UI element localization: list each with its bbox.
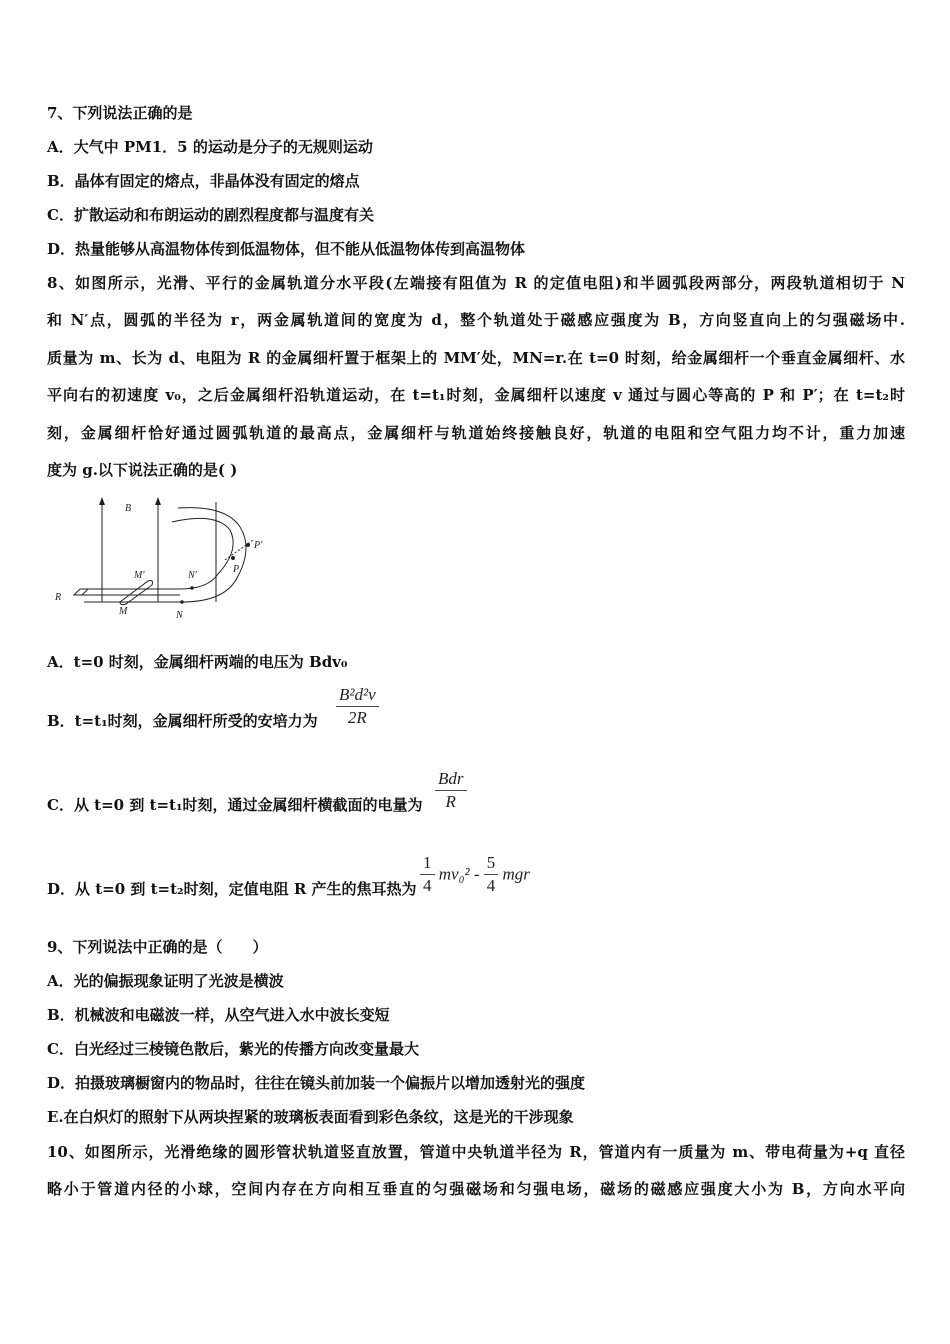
q8-stem-line-6: 度为 g.以下说法正确的是( ) — [47, 461, 238, 479]
q9-option-a: A．光的偏振现象证明了光波是横波 — [47, 972, 284, 990]
resistor-symbol — [74, 589, 88, 595]
label-r: R — [55, 592, 62, 603]
q8-stem-line-1: 8、如图所示，光滑、平行的金属轨道分水平段(左端接有阻值为 R 的定值电阻)和半圆弧段两部分，两段轨道相切于 N — [47, 274, 905, 292]
q10-stem-line-1: 10、如图所示，光滑绝缘的圆形管状轨道竖直放置，管道中央轨道半径为 R，管道内有一质量为 m、带电荷量为+q 直径 — [47, 1143, 905, 1161]
label-b: B — [125, 503, 132, 514]
label-p: P — [233, 564, 240, 575]
label-m-prime: M′ — [134, 570, 145, 581]
q8-option-d-formula — [420, 852, 530, 897]
q8-d-frac1-denominator: 4 — [423, 876, 432, 895]
q9-option-e: E.在白炽灯的照射下从两块捏紧的玻璃板表面看到彩色条纹，这是光的干涉现象 — [47, 1108, 574, 1126]
q7-option-c: C．扩散运动和布朗运动的剧烈程度都与温度有关 — [47, 206, 374, 224]
label-p-prime: P′ — [254, 540, 263, 551]
q8-stem-line-4: 平向右的初速度 v₀，之后金属细杆沿轨道运动，在 t=t₁时刻，金属细杆以速度 v 通过与圆心等高的 P 和 P′；在 t=t₂时 — [47, 386, 905, 404]
q8-d-term2: mgr — [502, 864, 530, 884]
q8-d-frac1-numerator: 1 — [420, 852, 435, 875]
arc-back — [172, 518, 233, 589]
arc-front — [178, 508, 246, 602]
q7-option-d: D．热量能够从高温物体传到低温物体，但不能从低温物体传到高温物体 — [47, 240, 526, 258]
q8-b-numerator: B²d²v — [336, 684, 379, 707]
q8-option-d: D．从 t=0 到 t=t₂时刻，定值电阻 R 产生的焦耳热为 — [47, 880, 417, 898]
q9-option-b: B．机械波和电磁波一样，从空气进入水中波长变短 — [47, 1006, 390, 1024]
q7-option-b: B．晶体有固定的熔点，非晶体没有固定的熔点 — [47, 172, 360, 190]
q8-d-term1: mv₀² — [438, 864, 470, 884]
q7-stem: 7、下列说法正确的是 — [47, 104, 193, 122]
q8-b-denominator: 2R — [347, 708, 367, 727]
label-n-prime: N′ — [188, 570, 197, 581]
q8-option-c: C．从 t=0 到 t=t₁时刻，通过金属细杆横截面的电量为 — [47, 796, 423, 814]
q8-d-minus: - — [473, 864, 480, 884]
q8-stem-line-3: 质量为 m、长为 d、电阻为 R 的金属细杆置于框架上的 MM′处，MN=r.在 t=0 时刻，给金属细杆一个垂直金属细杆、水 — [47, 349, 905, 367]
label-m: M — [119, 606, 128, 617]
q10-stem-line-2: 略小于管道内径的小球，空间内存在方向相互垂直的匀强磁场和匀强电场，磁场的磁感应强度大小为 B，方向水平向 — [47, 1180, 905, 1198]
q8-option-c-fraction — [435, 768, 467, 813]
q9-option-c: C．白光经过三棱镜色散后，紫光的传播方向改变量最大 — [47, 1040, 419, 1058]
metal-rod — [120, 581, 153, 605]
q7-option-a: A．大气中 PM1．5 的运动是分子的无规则运动 — [47, 138, 373, 156]
q8-option-b: B．t=t₁时刻，金属细杆所受的安培力为 — [47, 712, 318, 730]
q8-rail-figure — [50, 490, 290, 630]
q8-d-frac2-numerator: 5 — [484, 852, 499, 875]
label-n: N — [176, 610, 183, 621]
q8-stem-line-2: 和 N′点，圆弧的半径为 r，两金属轨道间的宽度为 d，整个轨道处于磁感应强度为 B，方向竖直向上的匀强磁场中. — [47, 311, 905, 329]
q8-option-b-fraction — [336, 684, 379, 729]
q9-stem: 9、下列说法中正确的是（ ） — [47, 938, 268, 956]
q9-option-d: D．拍摄玻璃橱窗内的物品时，往往在镜头前加装一个偏振片以增加透射光的强度 — [47, 1074, 586, 1092]
q8-stem-line-5: 刻，金属细杆恰好通过圆弧轨道的最高点，金属细杆与轨道始终接触良好，轨道的电阻和空气阻力均不计，重力加速 — [47, 424, 905, 442]
q8-option-a: A．t=0 时刻，金属细杆两端的电压为 Bdv₀ — [47, 653, 348, 671]
q8-c-numerator: Bdr — [435, 768, 467, 791]
q8-c-denominator: R — [445, 792, 456, 811]
q8-d-frac2-denominator: 4 — [486, 876, 496, 895]
